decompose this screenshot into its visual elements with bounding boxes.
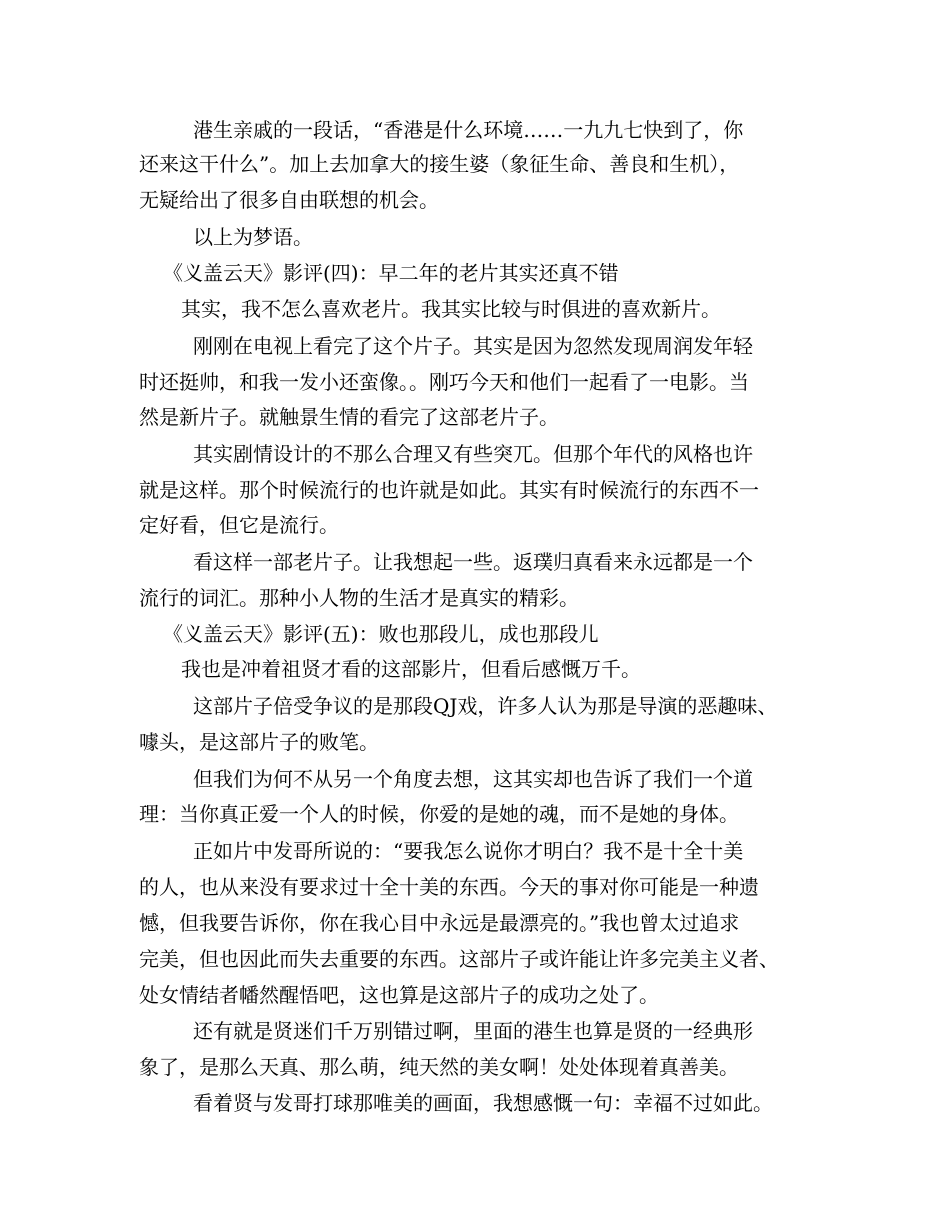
text-line: 我也是冲着祖贤才看的这部影片，但看后感慨万千。 xyxy=(181,657,641,681)
text-line: 流行的词汇。那种小人物的生活才是真实的精彩。 xyxy=(139,586,579,610)
text-line: 象了，是那么天真、那么萌，纯天然的美女啊！处处体现着真善美。 xyxy=(139,1055,739,1079)
text-line: 看着贤与发哥打球那唯美的画面，我想感慨一句：幸福不过如此。 xyxy=(193,1091,773,1115)
section-heading: 《义盖云天》影评(五)：败也那段儿，成也那段儿 xyxy=(163,622,599,646)
text-line: 时还挺帅，和我一发小还蛮像。。刚巧今天和他们一起看了一电影。当 xyxy=(139,370,749,394)
text-line: 还来这干什么”。加上去加拿大的接生婆（象征生命、善良和生机）， xyxy=(139,152,740,176)
text-line: 处女情结者幡然醒悟吧，这也算是这部片子的成功之处了。 xyxy=(139,983,659,1007)
text-line: 憾，但我要告诉你，你在我心目中永远是最漂亮的。”我也曾太过追求 xyxy=(139,911,740,935)
text-line: 正如片中发哥所说的：“要我怎么说你才明白？我不是十全十美 xyxy=(193,839,744,863)
text-line: 无疑给出了很多自由联想的机会。 xyxy=(139,188,439,212)
text-line: 的人，也从来没有要求过十全十美的东西。今天的事对你可能是一种遗 xyxy=(139,875,759,899)
text-line: 这部片子倍受争议的是那段QJ戏，许多人认为那是导演的恶趣味、 xyxy=(193,694,778,718)
text-line: 其实剧情设计的不那么合理又有些突兀。但那个年代的风格也许 xyxy=(193,442,753,466)
text-line: 理：当你真正爱一个人的时候，你爱的是她的魂，而不是她的身体。 xyxy=(139,802,739,826)
text-line: 以上为梦语。 xyxy=(193,225,313,249)
text-line: 就是这样。那个时候流行的也许就是如此。其实有时候流行的东西不一 xyxy=(139,478,759,502)
text-line: 刚刚在电视上看完了这个片子。其实是因为忽然发现周润发年轻 xyxy=(193,334,753,358)
text-line: 其实，我不怎么喜欢老片。我其实比较与时俱进的喜欢新片。 xyxy=(181,297,721,321)
text-line: 还有就是贤迷们千万别错过啊，里面的港生也算是贤的一经典形 xyxy=(193,1019,753,1043)
text-line: 但我们为何不从另一个角度去想，这其实却也告诉了我们一个道 xyxy=(193,767,753,791)
text-line: 看这样一部老片子。让我想起一些。返璞归真看来永远都是一个 xyxy=(193,550,753,574)
text-line: 完美，但也因此而失去重要的东西。这部片子或许能让许多完美主义者、 xyxy=(139,947,779,971)
section-heading: 《义盖云天》影评(四)：早二年的老片其实还真不错 xyxy=(163,261,619,285)
text-line: 定好看，但它是流行。 xyxy=(139,513,339,537)
text-line: 噱头，是这部片子的败笔。 xyxy=(139,730,379,754)
text-line: 然是新片子。就触景生情的看完了这部老片子。 xyxy=(139,405,559,429)
text-line: 港生亲戚的一段话，“香港是什么环境……一九九七快到了，你 xyxy=(193,118,744,142)
